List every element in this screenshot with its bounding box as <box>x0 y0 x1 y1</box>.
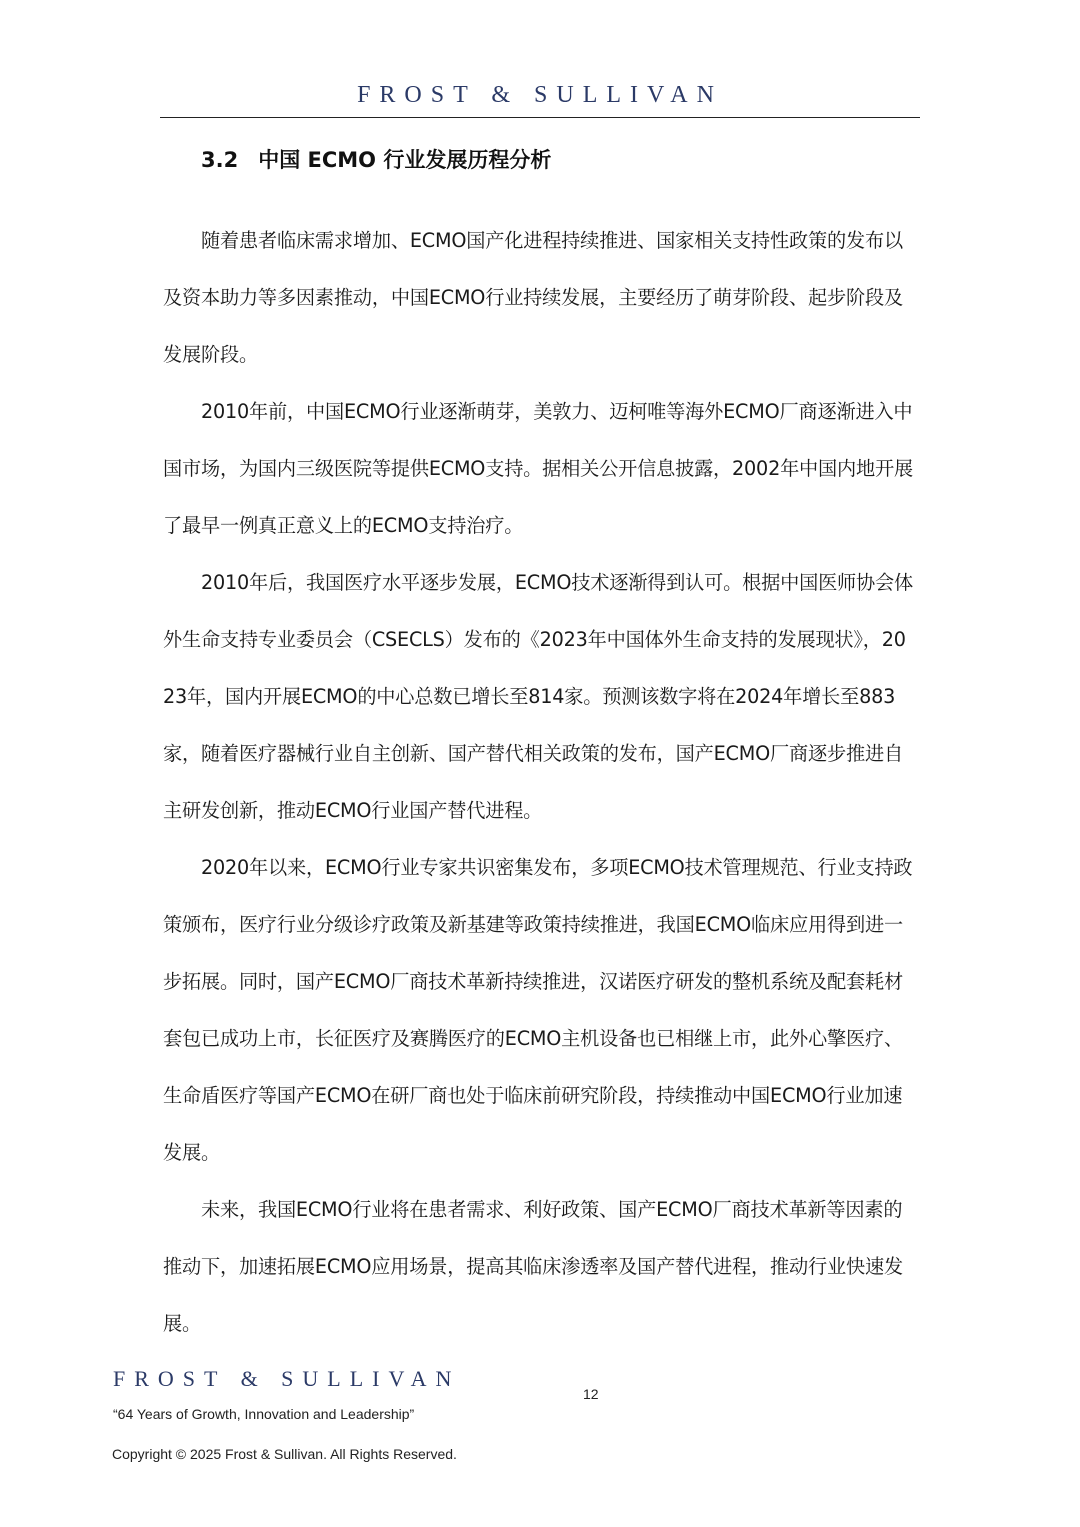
page-number: 12 <box>583 1386 599 1402</box>
section-heading: 中国 ECMO 行业发展历程分析 <box>258 148 552 172</box>
paragraph: 未来，我国ECMO行业将在患者需求、利好政策、国产ECMO厂商技术革新等因素的推动下，加速拓展ECMO应用场景，提高其临床渗透率及国产替代进程，推动行业快速发展。 <box>163 1198 903 1335</box>
footer-brand-logo: FROST & SULLIVAN <box>113 1366 461 1391</box>
paragraph: 2010年后，我国医疗水平逐步发展，ECMO技术逐渐得到认可。根据中国医师协会体外生命支持专业委员会（CSECLS）发布的《2023年中国体外生命支持的发展现状》，2023年，国内开展ECMO的中心总数已增长至814家。预测该数字将在2024年增长至883家，随着医疗器械行业自主创新、国产替代相关政策的发布，国产ECMO厂商逐步推进自主研发创新，推动ECMO行业国产替代进程。 <box>163 571 914 822</box>
section-title <box>201 144 551 174</box>
header-divider <box>160 117 920 118</box>
footer-copyright: Copyright © 2025 Frost & Sullivan. All Rights Reserved. <box>112 1446 457 1462</box>
paragraph: 随着患者临床需求增加、ECMO国产化进程持续推进、国家相关支持性政策的发布以及资本助力等多因素推动，中国ECMO行业持续发展，主要经历了萌芽阶段、起步阶段及发展阶段。 <box>163 229 903 366</box>
section-number: 3.2 <box>201 148 239 172</box>
paragraph: 2010年前，中国ECMO行业逐渐萌芽，美敦力、迈柯唯等海外ECMO厂商逐渐进入中国市场，为国内三级医院等提供ECMO支持。据相关公开信息披露，2002年中国内地开展了最早一例真正意义上的ECMO支持治疗。 <box>163 400 913 537</box>
body-text <box>163 212 915 1352</box>
header-brand-logo: FROST & SULLIVAN <box>357 82 723 108</box>
footer-tagline: “64 Years of Growth, Innovation and Leadership” <box>113 1406 415 1422</box>
paragraph: 2020年以来，ECMO行业专家共识密集发布，多项ECMO技术管理规范、行业支持政策颁布，医疗行业分级诊疗政策及新基建等政策持续推进，我国ECMO临床应用得到进一步拓展。同时，国产ECMO厂商技术革新持续推进，汉诺医疗研发的整机系统及配套耗材套包已成功上市，长征医疗及赛腾医疗的ECMO主机设备也已相继上市，此外心擎医疗、生命盾医疗等国产ECMO在研厂商也处于临床前研究阶段，持续推动中国ECMO行业加速发展。 <box>163 856 913 1164</box>
